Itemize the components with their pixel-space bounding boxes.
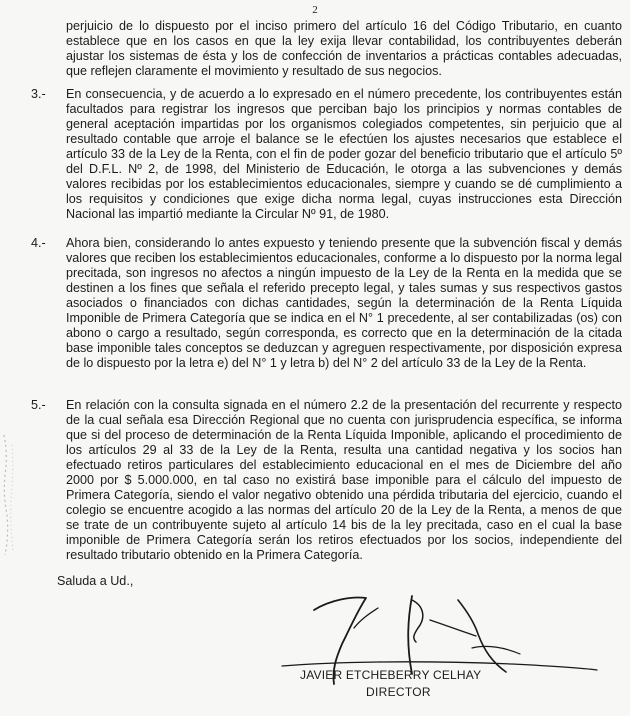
section-number: 4.- bbox=[31, 236, 46, 250]
intro-paragraph: perjuicio de lo dispuesto por el inciso primero del artículo 16 del Código Tributario, en cuanto establece que en los casos en que la ley exija llevar contabilidad, los contribuyentes deberán ajustar los sistemas de ésta y los de confección de inventarios a prácticas contables adecuadas, que reflejen claramente el movimiento y resultado de sus negocios. bbox=[66, 19, 622, 78]
closing-salutation: Saluda a Ud., bbox=[57, 574, 134, 588]
section-text: En consecuencia, y de acuerdo a lo expresado en el número precedente, los contribuyentes están facultados para registrar los ingresos que perciban bajo los principios y normas contables de general aceptación impartidas por los organismos colegiados competentes, sin perjuicio que al resultado contable que arroje el balance se le efectúen los ajustes necesarios que establece el artículo 33 de la Ley de la Renta, con el fin de poder gozar del beneficio tributario que el artículo 5º del D.F.L. Nº 2, de 1998, del Ministerio de Educación, le otorga a las subvenciones y demás valores recibidas por los establecimientos educacionales, siempre y cuando se dé cumplimiento a los requisitos y condiciones que exige dicha norma legal, cuyas instrucciones esta Dirección Nacional las impartió mediante la Circular Nº 91, de 1980. bbox=[66, 87, 622, 221]
section-text: En relación con la consulta signada en el número 2.2 de la presentación del recurrente y respecto de la cual señala esa Dirección Regional que no cuenta con jurisprudencia específica, se informa que si del proceso de determinación de la Renta Líquida Imponible, aplicando el procedimiento de los artículos 29 al 33 de la Ley de la Renta, resulta una cantidad negativa y los socios han efectuado retiros particulares del establecimiento educacional en el mes de Diciembre del año 2000 por $ 5.000.000, en tal caso no existirá base imponible para el cálculo del impuesto de Primera Categoría, siendo el valor negativo obtenido una pérdida tributaria del ejercicio, cuando el colegio se encuentre acogido a las normas del artículo 20 de la Ley de la Renta, a menos de que se trate de un contribuyente sujeto al artículo 14 bis de la ley precitada, caso en el cual la base imponible de Primera Categoría serán los retiros efectuados por los socios, independiente del resultado tributario obtenido en la Primera Categoría. bbox=[66, 398, 622, 562]
section-text: Ahora bien, considerando lo antes expuesto y teniendo presente que la subvención fiscal y demás valores que reciben los establecimientos educacionales, conforme a lo dispuesto por la norma legal precitada, son ingresos no afectos a ningún impuesto de la Ley de la Renta en la medida que se destinen a los fines que señala el referido precepto legal, y tales sumas y sus respectivos gastos asociados o financiados con dichas cantidades, según la determinación de la Renta Líquida Imponible de Primera Categoría que se indica en el N° 1 precedente, al ser contabilizadas (os) con abono o cargo a resultado, según corresponda, es correcto que en la determinación de la citada base imponible tales conceptos se deduzcan y agreguen respectivamente, por disposición expresa de lo dispuesto por la letra e) del N° 1 y letra b) del N° 2 del artículo 33 de la Ley de la Renta. bbox=[66, 236, 622, 370]
section-number: 3.- bbox=[31, 87, 46, 101]
section-number: 5.- bbox=[31, 398, 46, 412]
signer-title: DIRECTOR bbox=[366, 685, 431, 699]
page-number: 2 bbox=[312, 4, 318, 16]
margin-stamp-mark bbox=[0, 430, 22, 560]
signer-name: JAVIER ETCHEBERRY CELHAY bbox=[300, 668, 482, 682]
